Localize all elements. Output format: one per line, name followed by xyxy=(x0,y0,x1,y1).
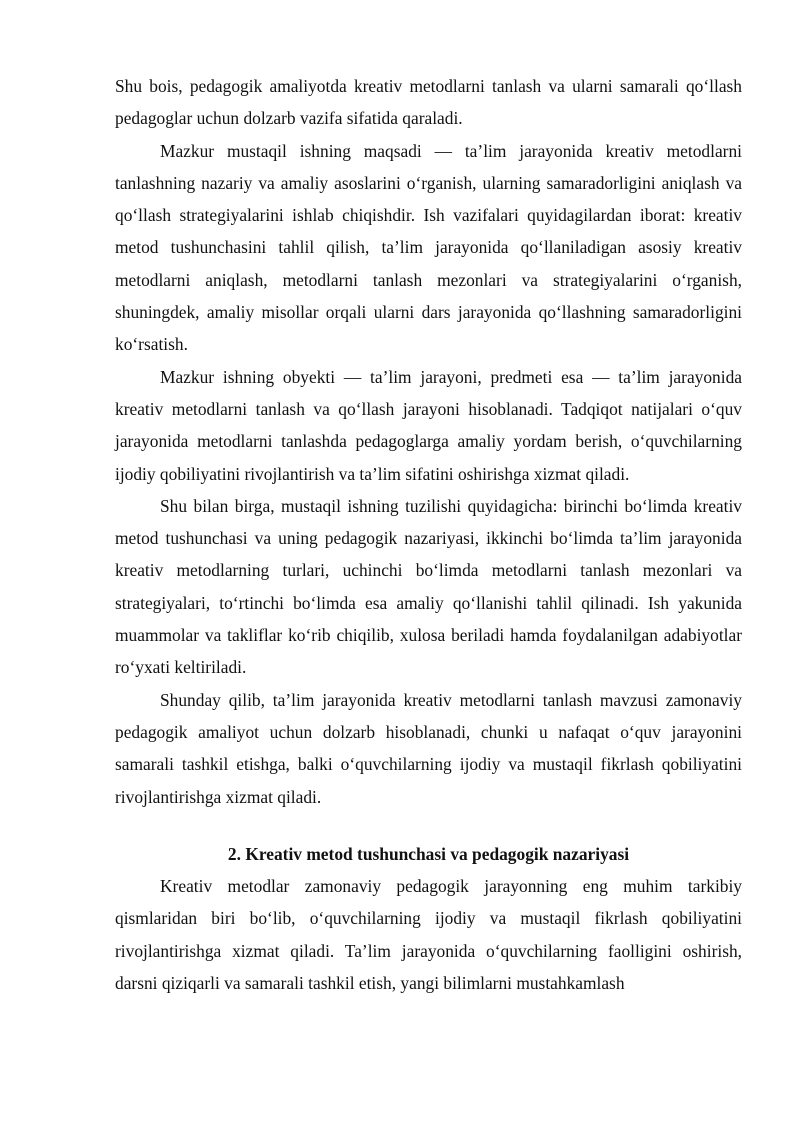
paragraph-structure: Shu bilan birga, mustaqil ishning tuzilishi quyidagicha: birinchi bo‘limda kreativ metod tushunchasi va uning pedagogik nazariyasi, ikkinchi bo‘limda ta’lim jarayonida kreativ metodlarning turlari, uchinchi bo‘limda metodlarni tanlash mezonlari va strategiyalari, to‘rtinchi bo‘limda esa amaliy qo‘llanishi tahlil qilinadi. Ish yakunida muammolar va takliflar ko‘rib chiqilib, xulosa beriladi hamda foydalanilgan adabiyotlar ro‘yxati keltiriladi. xyxy=(115,495,742,678)
paragraph-conclusion: Shunday qilib, ta’lim jarayonida kreativ metodlarni tanlash mavzusi zamonaviy pedagogik amaliyot uchun dolzarb hisoblanadi, chunki u nafaqat o‘quv jarayonini samarali tashkil etishga, balki o‘quvchilarning ijodiy va mustaqil fikrlash qobiliyatini rivojlantirishga xizmat qiladi. xyxy=(115,689,742,807)
paragraph-section-intro: Kreativ metodlar zamonaviy pedagogik jarayonning eng muhim tarkibiy qismlaridan biri bo‘lib, o‘quvchilarning ijodiy va mustaqil fikrlash qobiliyatini rivojlantirishga xizmat qiladi. Ta’lim jarayonida o‘quvchilarning faolligini oshirish, darsni qiziqarli va samarali tashkil etish, yangi bilimlarni mustahkamlash xyxy=(115,876,742,994)
paragraph-continuation: Shu bois, pedagogik amaliyotda kreativ metodlarni tanlash va ularni samarali qo‘llash pedagoglar uchun dolzarb vazifa sifatida qaraladi. xyxy=(115,76,742,129)
paragraph-object-subject: Mazkur ishning obyekti — ta’lim jarayoni, predmeti esa — ta’lim jarayonida kreativ metodlarni tanlash va qo‘llash jarayoni hisoblanadi. Tadqiqot natijalari o‘quv jarayonida metodlarni tanlashda pedagoglarga amaliy yordam berish, o‘quvchilarning ijodiy qobiliyatini rivojlantirish va ta’lim sifatini oshirishga xizmat qiladi. xyxy=(115,366,742,484)
section-heading: 2. Kreativ metod tushunchasi va pedagogik nazariyasi xyxy=(227,843,630,864)
document-page xyxy=(115,70,742,999)
paragraph-purpose: Mazkur mustaqil ishning maqsadi — ta’lim jarayonida kreativ metodlarni tanlashning nazariy va amaliy asoslarini o‘rganish, ularning samaradorligini aniqlash va qo‘llash strategiyalarini ishlab chiqishdir. Ish vazifalari quyidagilardan iborat: kreativ metod tushunchasini tahlil qilish, ta’lim jarayonida qo‘llaniladigan asosiy kreativ metodlarni aniqlash, metodlarni tanlash mezonlari va strategiyalarini o‘rganish, shuningdek, amaliy misollar orqali ularni dars jarayonida qo‘llashning samaradorligini ko‘rsatish. xyxy=(115,140,742,355)
